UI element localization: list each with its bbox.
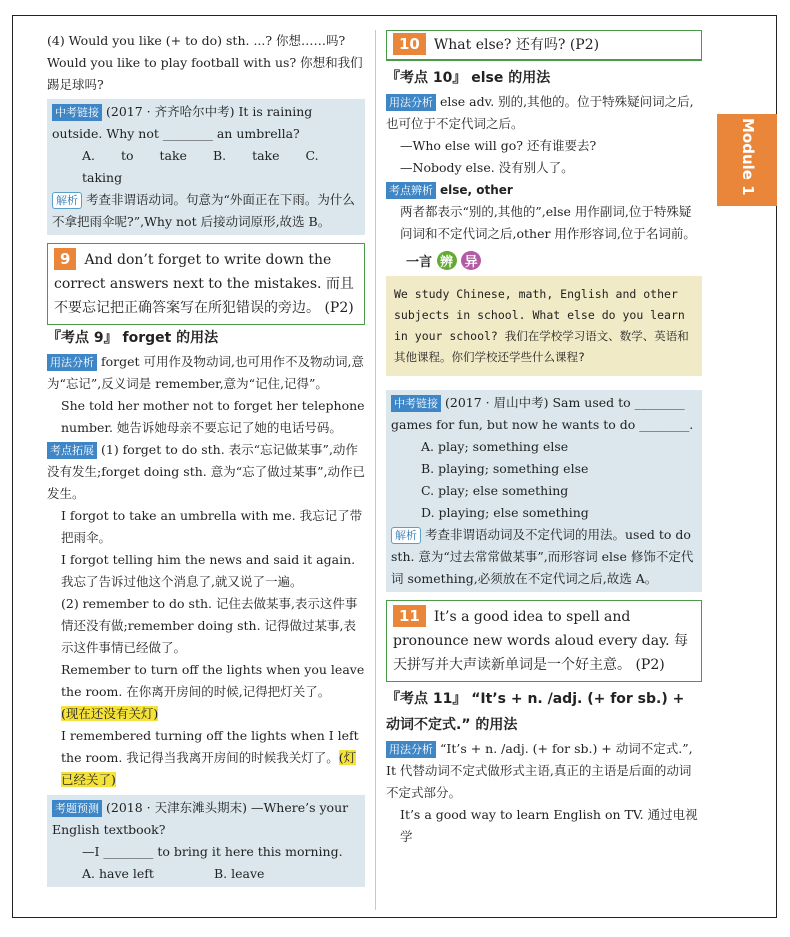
extension-1: (1) forget to do sth. 表示“忘记做某事”,动作没有发生;forget doing sth. 意为“忘了做过某事”,动作已发生。 — [47, 442, 365, 501]
example-last: It’s a good way to learn English on TV. 通过电视学 — [400, 807, 698, 844]
usage-text: forget 可用作及物动词,也可用作不及物动词,意为“忘记”,反义词是 remember,意为“记住,记得”。 — [47, 354, 364, 391]
module-side-tab[interactable] — [717, 114, 777, 206]
section-9 — [47, 243, 365, 325]
intro-line-1: (4) Would you like (+ to do) sth. ...? 你想……吗? — [47, 33, 346, 48]
exam-link-tag: 中考链接 — [52, 104, 102, 121]
distinction-title: else, other — [440, 183, 513, 197]
option-d: D. playing; else something — [421, 505, 589, 520]
section-number: 9 — [54, 248, 76, 270]
usage-tag: 用法分析 — [386, 741, 436, 758]
analysis-text: 考查非谓语动词及不定代词的用法。used to do sth. 意为“过去常常做某事”,而形容词 else 修饰不定代词 something,必须放在不定代词之后,故选 A。 — [391, 527, 694, 586]
exam-link-question: (2017 · 齐齐哈尔中考) It is raining outside. Why not ________ an umbrella? — [52, 104, 313, 141]
section-text: It’s a good idea to spell and pronounce new words aloud every day. 每天拼写并大声读新单词是一个好主意。 (P2) — [393, 609, 689, 673]
speech-title-a: 一言 — [406, 255, 433, 270]
prediction-option-a: A. have left — [82, 866, 154, 881]
example-4: Remember to turn off the lights when you leave the room. 在你离开房间的时候,记得把灯关了。 — [61, 662, 365, 699]
speech-title-c: 异 — [461, 251, 481, 270]
option-b: B. playing; something else — [421, 461, 589, 476]
prediction-option-b: B. leave — [213, 866, 265, 881]
speech-box: We study Chinese, math, English and other subjects in school. What else do you learn in your school? 我们在学校学习语文、数学、英语和其他课程。你们学校还学些什么课程? — [386, 276, 702, 376]
section-number: 11 — [393, 605, 426, 627]
column-divider — [375, 30, 376, 910]
section-10 — [386, 30, 702, 61]
answer-example: —Nobody else. 没有别人了。 — [400, 160, 574, 175]
prediction-tag: 考题预测 — [52, 800, 102, 817]
prediction-line-2: —I ________ to bring it here this morning. — [82, 844, 343, 859]
usage-tag: 用法分析 — [386, 94, 436, 111]
prediction-question: (2018 · 天津东滩头期末) —Where’s your English textbook? — [52, 800, 349, 837]
distinction-text: 两者都表示“别的,其他的”,else 用作副词,位于特殊疑问词和不定代词之后,other 用作形容词,位于名词前。 — [400, 204, 696, 241]
distinction-tag: 考点辨析 — [386, 182, 436, 199]
speech-title-b: 辨 — [437, 251, 457, 270]
example-3: I forgot telling him the news and said it again. 我忘了告诉过他这个消息了,就又说了一遍。 — [61, 552, 356, 589]
option-a: A. to take — [82, 148, 187, 163]
option-a: A. play; something else — [421, 439, 569, 454]
option-b: B. take — [212, 148, 280, 163]
section-number: 10 — [393, 33, 426, 55]
example-5-note: (灯已经关了) — [61, 750, 357, 787]
right-column — [386, 30, 702, 848]
module-label: Module 1 — [739, 118, 757, 196]
intro-line-2: Would you like to play football with us? 你想和我们踢足球吗? — [47, 55, 363, 92]
key-point-11-title: 『考点 11』 “It’s + n. /adj. (+ for sb.) + 动词不定式.” 的用法 — [386, 691, 685, 733]
section-text: And don’t forget to write down the correct answers next to the mistakes. 而且不要忘记把正确答案写在所犯错误的旁边。 (P2) — [54, 252, 354, 316]
extension-tag: 考点拓展 — [47, 442, 97, 459]
left-column — [47, 30, 365, 887]
exam-link-question: (2017 · 眉山中考) Sam used to ________ games for fun, but now he wants to do ________. — [391, 395, 694, 432]
analysis-text: 考查非谓语动词。句意为“外面正在下雨。为什么不拿把雨伞呢?”,Why not 后接动词原形,故选 B。 — [52, 192, 355, 229]
exam-link-box — [47, 99, 365, 235]
key-point-9-title: 『考点 9』 forget 的用法 — [47, 330, 219, 346]
analysis-tag: 解析 — [52, 192, 82, 209]
example-4-note: (现在还没有关灯) — [61, 706, 159, 721]
speech-title — [406, 251, 702, 270]
example-1: She told her mother not to forget her telephone number. 她告诉她母亲不要忘记了她的电话号码。 — [61, 398, 365, 435]
example-2: I forgot to take an umbrella with me. 我忘记了带把雨伞。 — [61, 508, 363, 545]
exam-link-tag: 中考链接 — [391, 395, 441, 412]
usage-text: “It’s + n. /adj. (+ for sb.) + 动词不定式.”, It 代替动词不定式做形式主语,真正的主语是后面的动词不定式部分。 — [386, 741, 693, 800]
prediction-box — [47, 795, 365, 887]
exam-link-box-2 — [386, 390, 702, 592]
extension-2: (2) remember to do sth. 记住去做某事,表示这件事情还没有做;remember doing sth. 记得做过某事,表示这件事情已经做了。 — [61, 596, 358, 655]
section-11 — [386, 600, 702, 682]
section-text: What else? 还有吗? (P2) — [433, 37, 600, 53]
key-point-10-title: 『考点 10』 else 的用法 — [386, 70, 551, 86]
usage-tag: 用法分析 — [47, 354, 97, 371]
question-example: —Who else will go? 还有谁要去? — [400, 138, 597, 153]
example-5: I remembered turning off the lights when I left the room. 我记得当我离开房间的时候我关灯了。 — [61, 728, 359, 765]
option-c: C. play; else something — [421, 483, 569, 498]
option-c: C. taking — [82, 148, 319, 185]
analysis-tag: 解析 — [391, 527, 421, 544]
usage-text: else adv. 别的,其他的。位于特殊疑问词之后,也可位于不定代词之后。 — [386, 94, 694, 131]
